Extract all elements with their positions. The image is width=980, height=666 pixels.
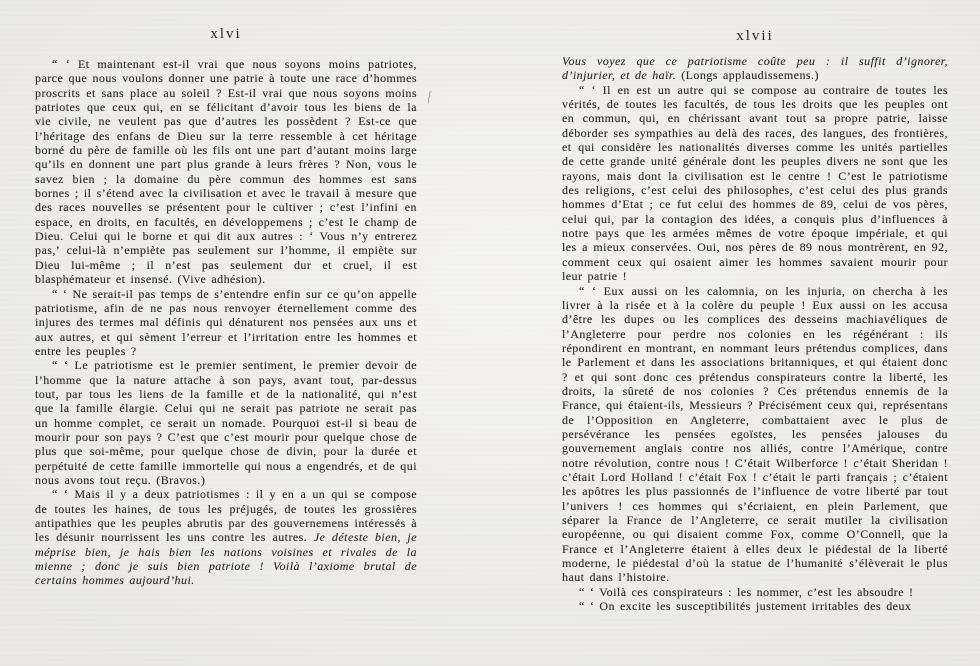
folio-number-right: xlvii xyxy=(736,28,774,44)
text-segment: (Longs applaudissemens.) xyxy=(676,68,819,83)
text-segment-italic: Je déteste bien, je méprise bien, je hais bien les nations voisines et rivales de la mienne ; donc je suis bien patriote ! Voilà l’axiome brutal de certains hommes aujourd’hui. xyxy=(35,530,417,588)
paragraph xyxy=(562,585,948,599)
folio-number-left: xlvi xyxy=(210,26,242,42)
page-left xyxy=(35,26,417,588)
paragraph xyxy=(562,599,948,613)
paragraph xyxy=(562,284,948,585)
page-left-body xyxy=(35,57,417,588)
text-segment: “ ‘ Mais il y a deux patriotismes : il y en a un qui se compose de toutes les haines, de tous les préjugés, de toutes les grossières antipathies que les peuples abrutis par des gouvernemens intéressés à les désunir nourrissent les uns contre les autres. xyxy=(35,487,417,545)
paragraph xyxy=(562,54,948,83)
paragraph xyxy=(35,57,417,287)
text-segment: “ ‘ Et maintenant est-il vrai que nous soyons moins patriotes, parce que nous voulons donner une patrie à toute une race d’hommes proscrits et sans place au soleil ? Est-il vrai que nous soyons moins patriotes que ceux qui, en se félicitant d’avoir tous les biens de la vie civile, ne veulent pas que d’autres les possèdent ? Est-ce que l’héritage des enfans de Dieu sur la terre ressemble à cet héritage borné du père de famille où les fils ont une part d’autant moins large qu’ils en donnent une part plus grande à leurs frères ? Non, vous le savez bien ; la domaine du père commun des hommes est sans bornes ; il s’étend avec la civilisation et avec le travail à mesure que des races nouvelles se présentent pour le cultiver ; c’est l’infini en espace, en droits, en facultés, en développemens ; c’est le champ de Dieu. Celui qui le borne et qui dit aux autres : ‘ Vous n’y entrerez pas,’ celui-là n’empiète pas seulement sur l’homme, il empiète sur Dieu lui-même ; il n’est pas seulement dur et cruel, il est blasphémateur et insensé. (Vive adhésion). xyxy=(35,57,417,287)
text-segment: “ ‘ Ne serait-il pas temps de s’entendre enfin sur ce qu’on appelle patriotisme, afin de ne pas nous renvoyer éternellement comme des injures des termes mal définis qui dénaturent nos pensées aux uns et aux autres, et qui sèment l’erreur et l’irritation entre les hommes et entre les peuples ? xyxy=(35,286,417,358)
paragraph xyxy=(35,487,417,587)
paragraph xyxy=(562,83,948,284)
pencil-squiggle-mark xyxy=(424,90,435,110)
page-right xyxy=(562,28,948,613)
paragraph xyxy=(35,287,417,359)
text-segment: “ ‘ Voilà ces conspirateurs : les nommer, c’est les absoudre ! xyxy=(579,584,914,599)
text-segment: “ ‘ On excite les susceptibilités justement irritables des deux xyxy=(579,599,912,614)
text-segment: “ ‘ Il en est un autre qui se compose au contraire de toutes les vérités, de toutes les facultés, de tous les droits que les peuples ont en commun, qui, en chérissant avant tout sa propre patrie, laisse déborder ses sympathies au delà des races, des langues, des frontières, et qui considère les nationalités diverses comme les unités partielles de cette grande unité générale dont les peuples divers ne sont que les rayons, mais dont la civilisation est le centre ! C’est le patriotisme des religions, c’est celui des philosophes, c’est celui des plus grands hommes d’Etat ; ce fut celui des hommes de 89, celui de vos pères, celui qui, par la contagion des idées, a conquis plus d’influences à notre pays que les armées mêmes de votre époque impériale, et qui les a mieux conservées. Oui, nos pères de 89 nous montrèrent, en 92, comment ceux qui osaient aimer les hommes savaient mourir pour leur patrie ! xyxy=(562,82,948,284)
page-right-body xyxy=(562,54,948,613)
text-segment: “ ‘ Le patriotisme est le premier sentiment, le premier devoir de l’homme que la nature attache à son pays, avant tout, par-dessus tout, par tous les liens de la famille et de la nationalité, qui n’est que la famille élargie. Celui qui ne serait pas patriote ne serait pas un homme complet, ce serait un nomade. Pourquoi est-il si beau de mourir pour son pays ? C’est que c’est mourir pour quelque chose de plus que soi-même, pour quelque chose de divin, pour la durée et perpétuité de cette famille immortelle qui nous a engendrés, et de qui nous avons tout reçu. (Bravos.) xyxy=(35,358,417,487)
text-segment-italic: Vous voyez que ce patriotisme coûte peu : il suffit d’ignorer, d’injurier, et de haïr. xyxy=(562,54,948,83)
text-segment: “ ‘ Eux aussi on les calomnia, on les injuria, on chercha à les livrer à la risée et à la colère du peuple ! Eux aussi on les accusa d’être les dupes ou les complices des desseins machiavéliques de l’Angleterre pour perdre nos colonies en les régénérant : ils répondirent en montrant, en nommant leurs prétendus complices, dans le Parlement et dans les associations britanniques, et qui étaient donc ? et qui sont donc ces prétendus conspirateurs contre la liberté, les droits, la sûreté de nos colonies ? Ces prétendus ennemis de la France, qui étaient-ils, Messieurs ? Précisément ceux qui, représentans de l’Opposition en Angleterre, combattaient avec le plus de persévérance les pensées egoïstes, les pensées jalouses du gouvernement anglais contre nos alliés, contre l’Amérique, contre notre révolution, contre nous ! C’était Wilberforce ! c’était Sheridan ! c’était Lord Holland ! c’était Fox ! c’était le parti français ; c’étaient les apôtres les plus passionnés de l’influence de votre liberté par tout l’univers ! ces hommes qui s’écriaient, en plein Parlement, que séparer la France de l’Angleterre, ce serait mutiler la civilisation européenne, ou qui disaient comme Fox, comme O’Connell, que la France et l’Angleterre étaient à elles deux le piédestal de la liberté moderne, le piédestal d’où la statue de l’humanité s’élèverait le plus haut dans l’histoire. xyxy=(562,283,948,585)
paragraph xyxy=(35,358,417,487)
